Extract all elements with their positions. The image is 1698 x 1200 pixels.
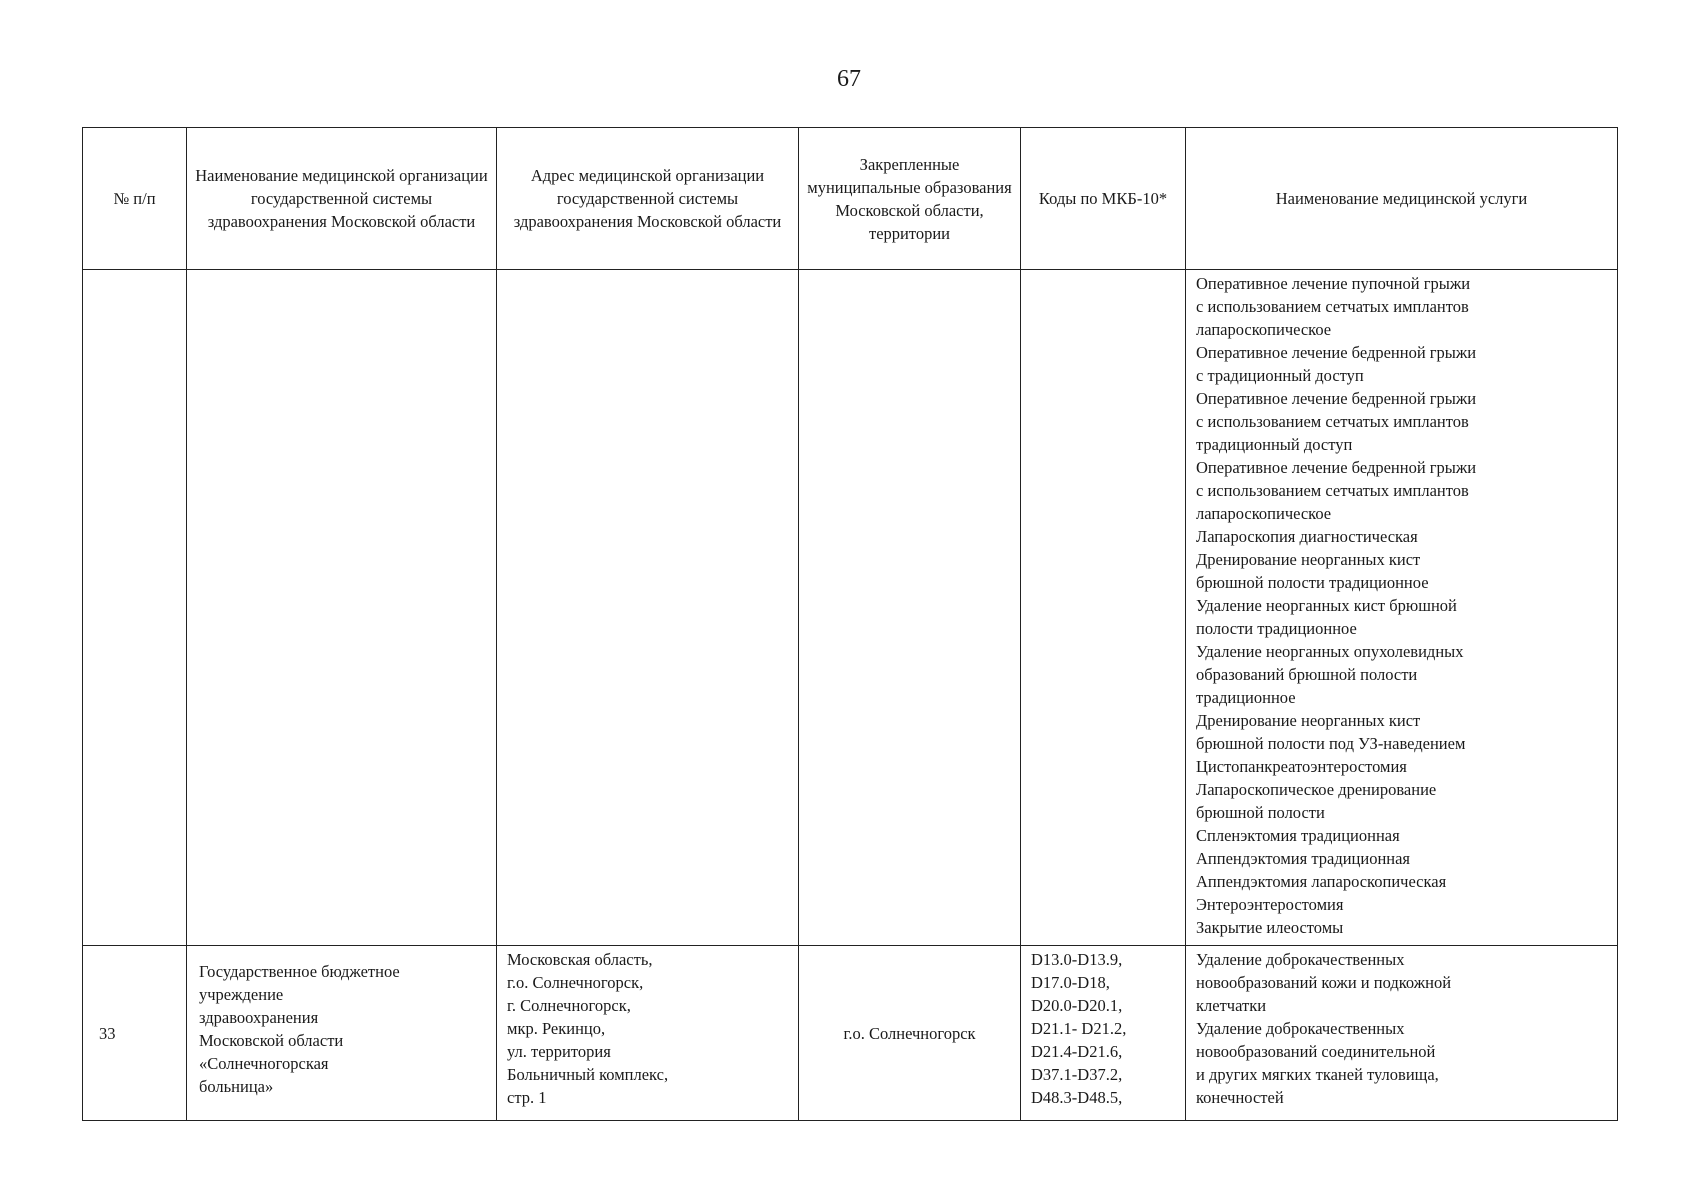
text-line: традиционный доступ (1196, 435, 1353, 454)
table-row-continuation (83, 270, 1618, 946)
header-org-name: Наименование медицинской организации государственной системы здравоохранения Московской области (187, 128, 497, 270)
header-codes: Коды по МКБ-10* (1021, 128, 1186, 270)
cont-territory-cell (799, 270, 1021, 946)
text-line: Московской области (199, 1031, 344, 1050)
text-line: Оперативное лечение бедренной грыжи (1196, 343, 1477, 362)
text-line: ул. территория (507, 1042, 611, 1061)
text-line: новообразований соединительной (1196, 1042, 1436, 1061)
text-line: D21.1- D21.2, (1031, 1019, 1127, 1038)
text-line: с использованием сетчатых имплантов (1196, 297, 1469, 316)
text-line: Спленэктомия традиционная (1196, 826, 1400, 845)
text-line: Московская область, (507, 950, 653, 969)
text-line: здравоохранения (199, 1008, 319, 1027)
services-cell (1186, 946, 1618, 1121)
text-line: полости традиционное (1196, 619, 1357, 638)
text-line: брюшной полости под УЗ-наведением (1196, 734, 1466, 753)
text-line: новообразований кожи и подкожной (1196, 973, 1452, 992)
text-line: Закрытие илеостомы (1196, 918, 1344, 937)
cont-num-cell (83, 270, 187, 946)
text-line: г.о. Солнечногорск, (507, 973, 644, 992)
header-address: Адрес медицинской организации государственной системы здравоохранения Московской области (497, 128, 799, 270)
text-line: D21.4-D21.6, (1031, 1042, 1123, 1061)
text-line: D13.0-D13.9, (1031, 950, 1123, 969)
text-line: образований брюшной полости (1196, 665, 1418, 684)
org-name-cell (187, 946, 497, 1121)
table-row (83, 946, 1618, 1121)
text-line: традиционное (1196, 688, 1296, 707)
table-header-row (83, 128, 1618, 270)
text-line: лапароскопическое (1196, 504, 1332, 523)
territory-cell: г.о. Солнечногорск (799, 946, 1021, 1121)
text-line: D48.3-D48.5, (1031, 1088, 1123, 1107)
text-line: брюшной полости (1196, 803, 1325, 822)
text-line: Энтероэнтеростомия (1196, 895, 1344, 914)
text-line: с использованием сетчатых имплантов (1196, 481, 1469, 500)
text-line: лапароскопическое (1196, 320, 1332, 339)
text-line: Аппендэктомия традиционная (1196, 849, 1411, 868)
text-line: Удаление доброкачественных (1196, 1019, 1405, 1038)
text-line: с традиционный доступ (1196, 366, 1364, 385)
text-line: Государственное бюджетное (199, 962, 400, 981)
text-line: брюшной полости традиционное (1196, 573, 1429, 592)
text-line: мкр. Рекинцо, (507, 1019, 606, 1038)
text-line: D20.0-D20.1, (1031, 996, 1123, 1015)
codes-cell (1021, 946, 1186, 1121)
text-line: Лапароскопия диагностическая (1196, 527, 1418, 546)
text-line: D37.1-D37.2, (1031, 1065, 1123, 1084)
cont-services-cell (1186, 270, 1618, 946)
text-line: больница» (199, 1077, 274, 1096)
text-line: Удаление неорганных опухолевидных (1196, 642, 1464, 661)
text-line: учреждение (199, 985, 284, 1004)
page-number: 67 (837, 66, 861, 92)
text-line: Дренирование неорганных кист (1196, 711, 1421, 730)
text-line: стр. 1 (507, 1088, 547, 1107)
text-line: конечностей (1196, 1088, 1284, 1107)
text-line: Оперативное лечение бедренной грыжи (1196, 389, 1477, 408)
cont-codes-cell (1021, 270, 1186, 946)
text-line: D17.0-D18, (1031, 973, 1110, 992)
text-line: Оперативное лечение бедренной грыжи (1196, 458, 1477, 477)
text-line: г. Солнечногорск, (507, 996, 631, 1015)
address-cell (497, 946, 799, 1121)
text-line: и других мягких тканей туловища, (1196, 1065, 1439, 1084)
services-table (82, 127, 1618, 1121)
text-line: Дренирование неорганных кист (1196, 550, 1421, 569)
text-line: с использованием сетчатых имплантов (1196, 412, 1469, 431)
header-num: № п/п (83, 128, 187, 270)
text-line: Цистопанкреатоэнтеростомия (1196, 757, 1407, 776)
cont-address-cell (497, 270, 799, 946)
row-number: 33 (83, 946, 187, 1121)
text-line: Лапароскопическое дренирование (1196, 780, 1437, 799)
text-line: Удаление доброкачественных (1196, 950, 1405, 969)
text-line: Аппендэктомия лапароскопическая (1196, 872, 1447, 891)
text-line: «Солнечногорская (199, 1054, 329, 1073)
text-line: Оперативное лечение пупочной грыжи (1196, 274, 1471, 293)
text-line: Удаление неорганных кист брюшной (1196, 596, 1457, 615)
cont-org-cell (187, 270, 497, 946)
text-line: Больничный комплекс, (507, 1065, 669, 1084)
header-service: Наименование медицинской услуги (1186, 128, 1618, 270)
text-line: клетчатки (1196, 996, 1267, 1015)
header-territory: Закрепленные муниципальные образования Московской области, территории (799, 128, 1021, 270)
